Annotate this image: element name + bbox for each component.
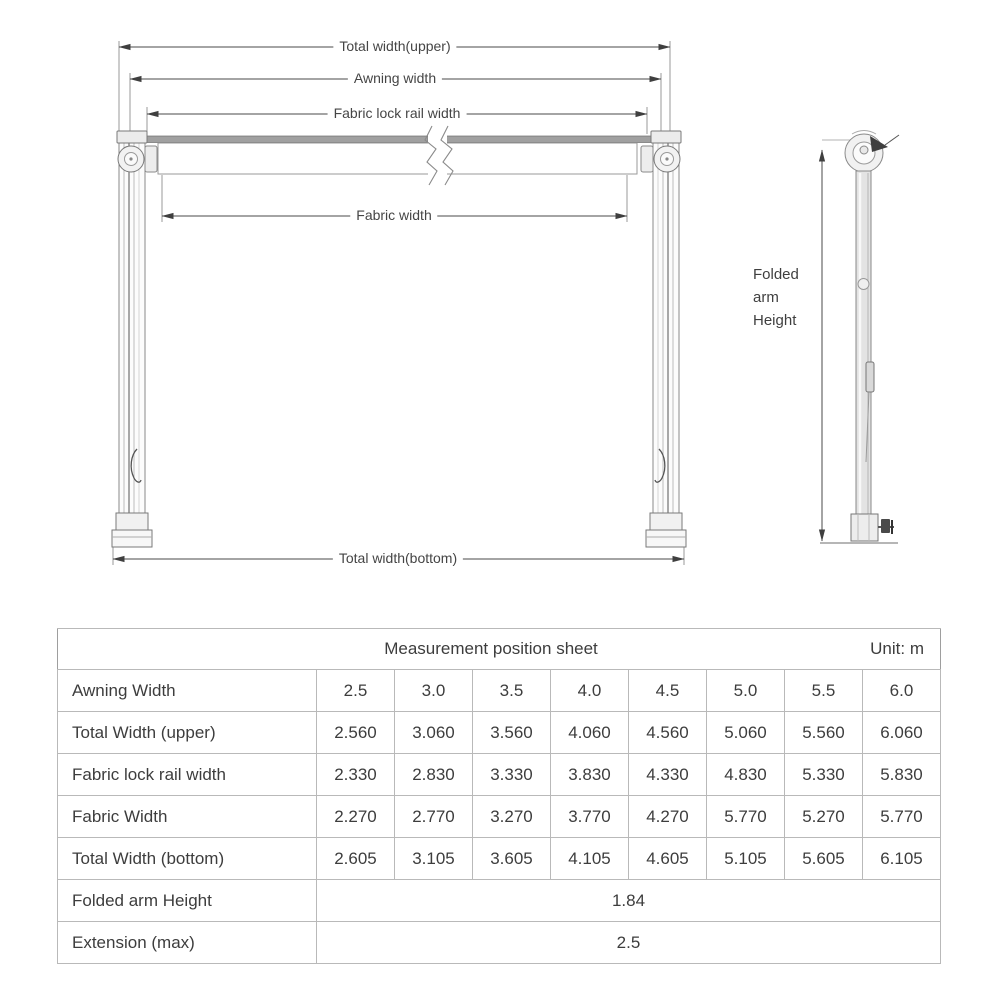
table-cell: 4.105 (551, 838, 629, 880)
table-cell: 5.770 (707, 796, 785, 838)
table-cell: 3.105 (395, 838, 473, 880)
table-cell: 3.605 (473, 838, 551, 880)
label-folded-arm-height-line3: Height (753, 312, 797, 329)
table-cell: 5.560 (785, 712, 863, 754)
row-label: Awning Width (58, 670, 317, 712)
table-cell-span: 1.84 (317, 880, 941, 922)
table-cell: 6.0 (863, 670, 941, 712)
table-cell: 2.830 (395, 754, 473, 796)
table-cell: 3.560 (473, 712, 551, 754)
table-row-fabric-lock-rail-width (58, 754, 941, 796)
table-cell: 6.060 (863, 712, 941, 754)
label-total-width-bottom: Total width(bottom) (333, 550, 463, 567)
table-cell: 5.605 (785, 838, 863, 880)
table-cell: 4.0 (551, 670, 629, 712)
table-cell: 2.330 (317, 754, 395, 796)
table-cell: 3.270 (473, 796, 551, 838)
table-cell: 5.770 (863, 796, 941, 838)
table-cell: 4.060 (551, 712, 629, 754)
table-unit: Unit: m (870, 639, 924, 658)
table-cell: 6.105 (863, 838, 941, 880)
label-folded-arm-height-line1: Folded (753, 266, 799, 283)
table-cell: 3.770 (551, 796, 629, 838)
right-post (641, 131, 686, 547)
dimension-lines (113, 47, 684, 559)
table-title: Measurement position sheet (384, 639, 598, 658)
table-cell: 4.605 (629, 838, 707, 880)
label-fabric-lock-rail-width: Fabric lock rail width (328, 105, 467, 122)
left-post (112, 131, 157, 547)
label-fabric-width: Fabric width (350, 207, 437, 224)
table-cell: 2.5 (317, 670, 395, 712)
table-cell: 5.270 (785, 796, 863, 838)
table-row-total-width-upper (58, 712, 941, 754)
side-view-drawing (820, 131, 899, 544)
table-cell: 4.560 (629, 712, 707, 754)
label-awning-width: Awning width (348, 70, 442, 87)
table-cell: 3.060 (395, 712, 473, 754)
table-cell: 3.0 (395, 670, 473, 712)
table-cell: 5.060 (707, 712, 785, 754)
row-label: Extension (max) (58, 922, 317, 964)
table-cell: 2.605 (317, 838, 395, 880)
table-cell-span: 2.5 (317, 922, 941, 964)
table-row-fabric-width (58, 796, 941, 838)
table-cell: 4.330 (629, 754, 707, 796)
table-cell: 5.830 (863, 754, 941, 796)
row-label: Fabric Width (58, 796, 317, 838)
table-row-extension-max (58, 922, 941, 964)
table-cell: 5.5 (785, 670, 863, 712)
row-label: Total Width (bottom) (58, 838, 317, 880)
table-cell: 3.5 (473, 670, 551, 712)
table-cell: 3.330 (473, 754, 551, 796)
table-cell: 2.770 (395, 796, 473, 838)
folded-arm (820, 131, 899, 544)
roller-bar (141, 136, 653, 143)
table-cell: 4.830 (707, 754, 785, 796)
row-label: Folded arm Height (58, 880, 317, 922)
table-header-row (58, 629, 941, 670)
table-row-total-width-bottom (58, 838, 941, 880)
label-folded-arm-height (753, 263, 799, 332)
table-cell: 3.830 (551, 754, 629, 796)
fabric-panel (158, 143, 637, 174)
table-cell: 2.560 (317, 712, 395, 754)
table-cell: 5.0 (707, 670, 785, 712)
table-cell: 5.330 (785, 754, 863, 796)
table-cell: 4.270 (629, 796, 707, 838)
table-cell: 5.105 (707, 838, 785, 880)
table-row-awning-width (58, 670, 941, 712)
row-label: Fabric lock rail width (58, 754, 317, 796)
table-cell: 2.270 (317, 796, 395, 838)
label-folded-arm-height-line2: arm (753, 289, 779, 306)
label-total-width-upper: Total width(upper) (333, 38, 456, 55)
table-cell: 4.5 (629, 670, 707, 712)
row-label: Total Width (upper) (58, 712, 317, 754)
table-row-folded-arm-height (58, 880, 941, 922)
measurement-table (57, 628, 941, 964)
